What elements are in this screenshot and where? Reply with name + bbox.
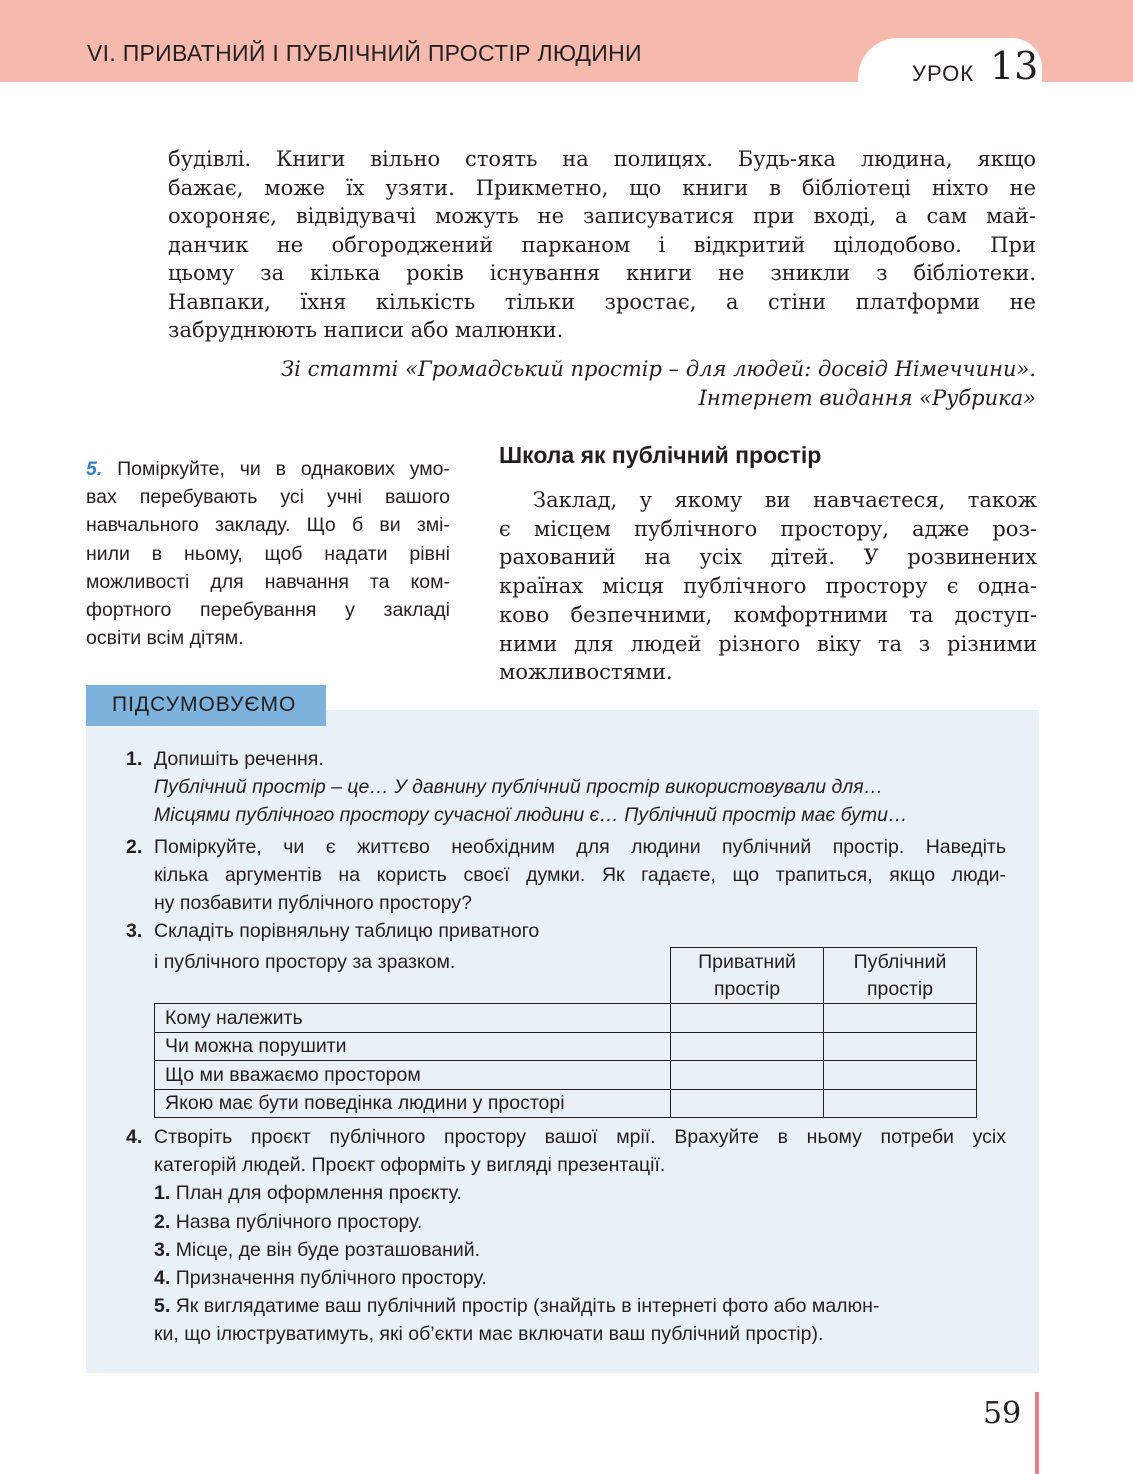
intro-paragraph xyxy=(168,145,1036,345)
table-row-label: Якою має бути поведінка людини у просторі xyxy=(155,1089,671,1118)
summary-tab: ПІДСУМОВУЄМО xyxy=(86,685,326,726)
intro-line: данчик не обгороджений парканом і відкритий цілодобово. При xyxy=(168,232,1036,257)
citation-line: Інтернет видання «Рубрика» xyxy=(698,386,1036,410)
table-row xyxy=(155,1061,977,1090)
question-number: 1. xyxy=(126,748,143,770)
task5-line: фортного перебування у закладі xyxy=(86,599,450,622)
citation-line: Зі статті «Громадський простір – для людей: досвід Німеччини». xyxy=(281,357,1036,381)
list-item: 4. Призначення публічного простору. xyxy=(154,1267,487,1290)
intro-line: забруднюють написи або малюнки. xyxy=(168,318,564,342)
school-paragraph xyxy=(499,486,1037,687)
table-header-private: Приватний простір xyxy=(671,948,824,1004)
question-line: Складіть порівняльну таблицю приватного xyxy=(154,920,540,942)
table-header-public: Публічний простір xyxy=(824,948,977,1004)
school-line: ними для людей різного віку та з різними xyxy=(499,631,1037,656)
task5-line: вах перебувають усі учні вашого xyxy=(86,486,450,509)
question-line: і публічного простору за зразком. xyxy=(154,951,456,974)
question-line: ну позбавити публічного простору? xyxy=(154,892,472,915)
list-item: 5. Як виглядатиме ваш публічний простір (знайдіть в інтернеті фото або малюн- xyxy=(154,1295,880,1318)
table-cell xyxy=(824,1061,977,1090)
section-heading: Школа як публічний простір xyxy=(499,442,822,468)
table-cell xyxy=(671,1032,824,1061)
task5-line: нили в ньому, щоб надати рівні xyxy=(86,542,450,565)
lesson-label: УРОК xyxy=(912,61,975,86)
table-corner-cell xyxy=(155,948,671,1004)
question-line: категорій людей. Проєкт оформіть у вигляді презентації. xyxy=(154,1154,666,1177)
question-number: 3. xyxy=(126,920,143,942)
table-row xyxy=(155,1004,977,1033)
task5-line: освіти всім дітям. xyxy=(86,627,244,650)
school-line: Заклад, у якому ви навчаєтеся, також xyxy=(533,488,1037,512)
intro-line: будівлі. Книги вільно стоять на полицях. Будь-яка людина, якщо xyxy=(168,147,1036,171)
table-cell xyxy=(824,1089,977,1118)
question-number: 4. xyxy=(126,1126,143,1148)
task5-number: 5. xyxy=(86,458,103,480)
school-line: ково безпечними, комфортними та доступ- xyxy=(499,602,1037,627)
table-row-label: Що ми вважаємо простором xyxy=(155,1061,671,1090)
list-item: 3. Місце, де він буде розташований. xyxy=(154,1238,481,1261)
question-line: Публічний простір – це… У давнину публічний простір використовували для… xyxy=(154,776,884,799)
comparison-table xyxy=(154,947,977,1118)
list-item: 2. Назва публічного простору. xyxy=(154,1210,423,1233)
question-line: ки, що ілюструватимуть, які об’єкти має включати ваш публічний простір). xyxy=(154,1323,824,1346)
chapter-title: VI. ПРИВАТНИЙ І ПУБЛІЧНИЙ ПРОСТІР ЛЮДИНИ xyxy=(87,40,642,66)
question-line: Поміркуйте, чи є життєво необхідним для людини публічний простір. Наведіть xyxy=(154,836,1006,858)
question-number: 2. xyxy=(126,836,143,858)
table-cell xyxy=(671,1089,824,1118)
table-cell xyxy=(824,1004,977,1033)
intro-line: Навпаки, їхня кількість тільки зростає, а стіни платформи не xyxy=(168,289,1036,314)
table-cell xyxy=(671,1061,824,1090)
lesson-number: 13 xyxy=(990,44,1039,88)
task-5 xyxy=(86,455,450,652)
school-line: є місцем публічного простору, адже роз- xyxy=(499,516,1037,541)
table-row xyxy=(155,1089,977,1118)
table-row-label: Чи можна порушити xyxy=(155,1032,671,1061)
question-title: Допишіть речення. xyxy=(154,748,324,770)
question-line: Місцями публічного простору сучасної людини є… Публічний простір має бути… xyxy=(154,804,908,827)
question-line: кілька аргументів на користь своєї думки. Як гадаєте, що трапиться, якщо люди- xyxy=(154,864,1006,887)
table-header-row xyxy=(155,948,977,1004)
school-line: рахований на усіх дітей. У розвинених xyxy=(499,545,1037,570)
list-item: 1. План для оформлення проєкту. xyxy=(154,1182,462,1205)
intro-line: бажає, може їх узяти. Прикметно, що книги в бібліотеці ніхто не xyxy=(168,175,1036,200)
task5-line: навчального закладу. Що б ви змі- xyxy=(86,514,450,537)
task5-line: 5. Поміркуйте, чи в однакових умо- xyxy=(86,458,450,480)
table-cell xyxy=(824,1032,977,1061)
page-rule xyxy=(1035,1392,1039,1474)
table-row xyxy=(155,1032,977,1061)
table-row-label: Кому належить xyxy=(155,1004,671,1033)
question-line: Створіть проєкт публічного простору вашої мрії. Врахуйте в ньому потреби усіх xyxy=(154,1126,1006,1148)
school-line: можливостями. xyxy=(499,660,673,685)
table-cell xyxy=(671,1004,824,1033)
intro-line: цьому за кілька років існування книги не зникли з бібліотеки. xyxy=(168,261,1036,285)
school-line: країнах місця публічного простору є однa- xyxy=(499,574,1037,599)
citation xyxy=(168,355,1036,413)
intro-line: охороняє, відвідувачі можуть не записуватися при вході, а сам май- xyxy=(168,204,1036,228)
task5-line: можливості для навчання та ком- xyxy=(86,570,450,593)
page-number: 59 xyxy=(983,1396,1022,1431)
